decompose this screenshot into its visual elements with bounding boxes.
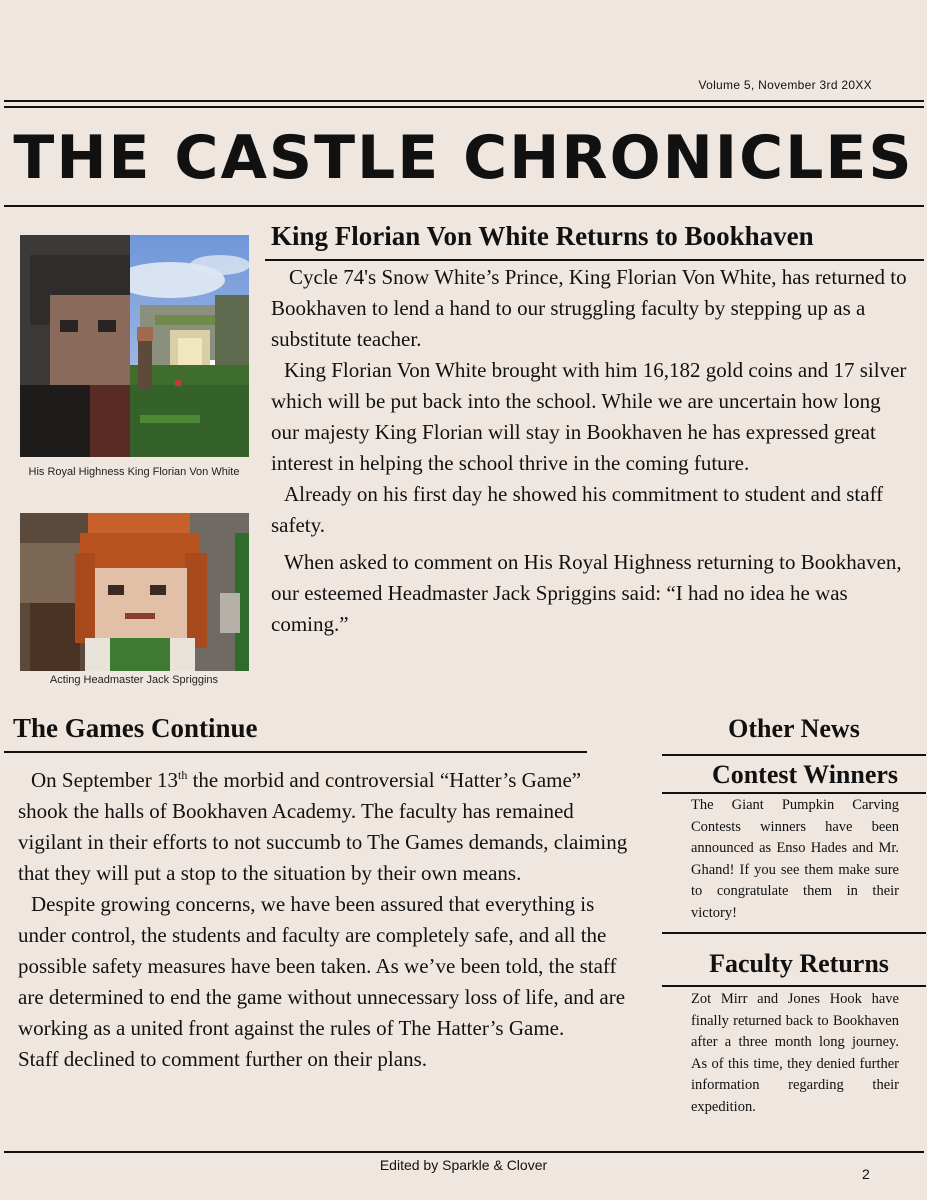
top-rule-2 [4, 106, 924, 108]
games-article-body [18, 760, 630, 1075]
photo-caption-king: His Royal Highness King Florian Von White [28, 466, 240, 478]
page-number: 2 [862, 1166, 870, 1182]
games-paragraph-1: On September 13th the morbid and controversial “Hatter’s Game” shook the halls of Bookhaven Academy. The faculty has remained vigilant in their efforts to not succumb to The Games demands, claiming that they will put a stop to the situation by their own means. [18, 768, 628, 885]
other-news-rule [662, 754, 926, 756]
main-paragraph-4: When asked to comment on His Royal Highness returning to Bookhaven, our esteemed Headmaster Jack Spriggins said: “I had no idea he was coming.” [271, 550, 902, 636]
top-rule-1 [4, 100, 924, 102]
games-paragraph-2: Despite growing concerns, we have been assured that everything is under control, the students and faculty are completely safe, and all the possible safety measures have been taken. As we’ve been told, the staff are determined to end the game without unnecessary loss of life, and are working as a united front against the rules of The Hatter’s Game. [18, 892, 626, 1040]
masthead-bottom-rule [4, 205, 924, 207]
faculty-returns-top-rule [662, 932, 926, 934]
contest-winners-title: Contest Winners [711, 760, 899, 789]
contest-winners-rule [662, 792, 926, 794]
photo-king-florian [20, 235, 249, 457]
faculty-returns-title: Faculty Returns [709, 949, 889, 978]
other-news-heading: Other News [728, 714, 860, 743]
footer-rule [4, 1151, 924, 1153]
photo-jack-spriggins [20, 513, 249, 671]
photo-caption-headmaster: Acting Headmaster Jack Spriggins [49, 674, 219, 686]
main-article-headline: King Florian Von White Returns to Bookhaven [271, 221, 814, 251]
newspaper-title: THE CASTLE CHRONICLES [13, 123, 914, 193]
main-paragraph-1: Cycle 74's Snow White’s Prince, King Florian Von White, has returned to Bookhaven to lend a hand to our struggling faculty by stepping up as a substitute teacher. [271, 265, 907, 351]
games-headline-rule [4, 751, 587, 753]
faculty-returns-text: Zot Mirr and Jones Hook have finally returned back to Bookhaven after a three month long journey. As of this time, they denied further information regarding their expedition. [691, 991, 899, 1115]
games-article-headline: The Games Continue [13, 713, 258, 743]
main-headline-rule [265, 259, 924, 261]
main-paragraph-2: King Florian Von White brought with him 16,182 gold coins and 17 silver which will be put back into the school. While we are uncertain how long our majesty King Florian will stay in Bookhaven he has expressed great interest in helping the school thrive in the coming future. [271, 358, 907, 475]
main-article-body [271, 262, 911, 640]
faculty-returns-rule [662, 985, 926, 987]
issue-volume-date: Volume 5, November 3rd 20XX [698, 78, 872, 92]
games-paragraph-3: Staff declined to comment further on their plans. [18, 1047, 427, 1071]
main-paragraph-3: Already on his first day he showed his commitment to student and staff safety. [271, 482, 884, 537]
contest-winners-text: The Giant Pumpkin Carving Contests winners have been announced as Enso Hades and Mr. Ghand! If you see them make sure to congratulate them in their victory! [691, 797, 899, 921]
editors-credit: Edited by Sparkle & Clover [379, 1157, 548, 1173]
